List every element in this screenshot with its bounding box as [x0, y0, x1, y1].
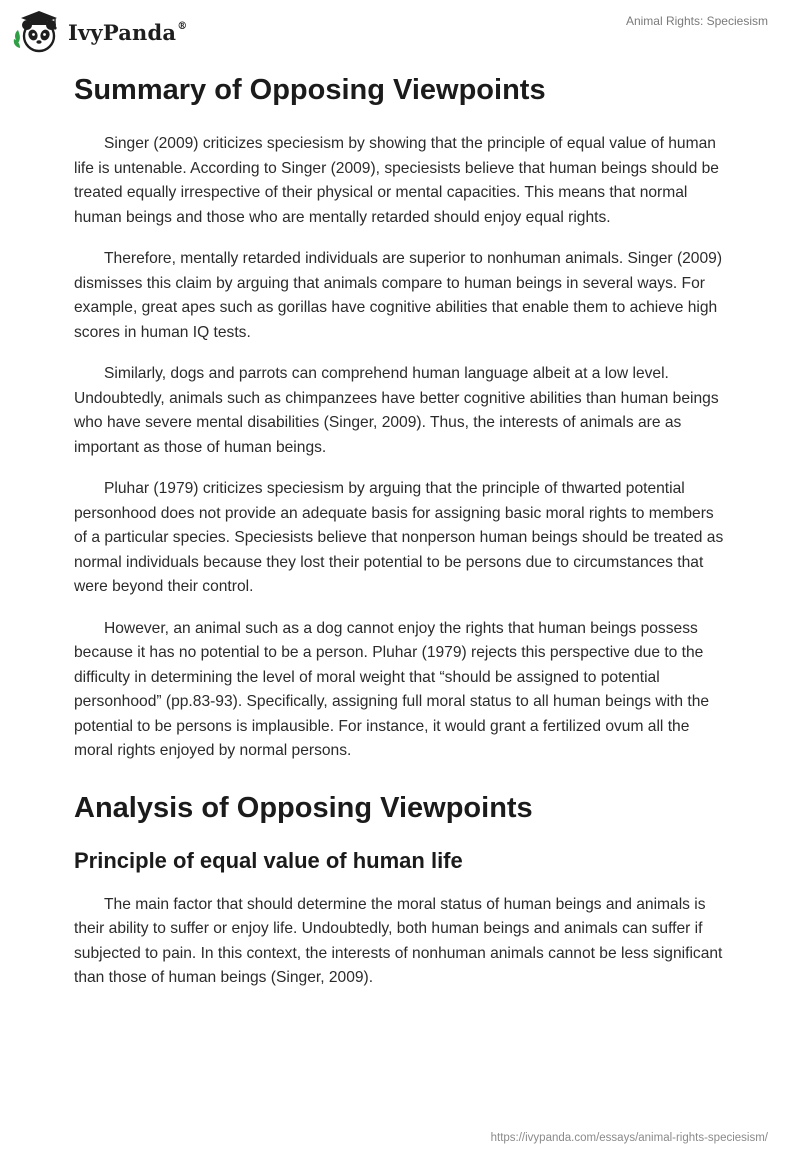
summary-paragraph: Singer (2009) criticizes speciesism by showing that the principle of equal value of human life is untenable. According to Singer (2009), speciesists believe that human beings should be treated equally irrespective of their physical or mental capacities. This means that normal human beings and those who are mentally retarded should enjoy equal rights.	[74, 135, 719, 226]
ivypanda-logo[interactable]	[12, 8, 187, 56]
page-header	[0, 0, 800, 64]
panda-graduate-icon	[12, 9, 62, 55]
essay-content	[74, 70, 726, 991]
summary-paragraph: Similarly, dogs and parrots can comprehend human language albeit at a low level. Undoubtedly, animals such as chimpanzees have better cognitive abilities than human beings who have severe mental disabilities (Singer, 2009). Thus, the interests of animals are as important as those of human beings.	[74, 365, 719, 456]
summary-heading: Summary of Opposing Viewpoints	[74, 74, 546, 106]
principle-heading: Principle of equal value of human life	[74, 847, 463, 873]
document-title: Animal Rights: Speciesism	[625, 14, 768, 28]
summary-paragraph: Therefore, mentally retarded individuals are superior to nonhuman animals. Singer (2009) dismisses this claim by arguing that animals compare to human beings in several ways. For example, great apes such as gorillas have cognitive abilities that enable them to achieve high scores in human IQ tests.	[74, 250, 723, 341]
summary-paragraph: However, an animal such as a dog cannot enjoy the rights that human beings possess because it has no potential to be a person. Pluhar (1979) rejects this perspective due to the difficulty in determining the level of moral weight that “should be assigned to potential personhood” (pp.83-93). Specifically, assigning full moral status to all human beings with the potential to be persons is implausible. For instance, it would grant a fertilized ovum all the moral rights enjoyed by normal persons.	[74, 619, 710, 759]
source-url[interactable]: https://ivypanda.com/essays/animal-rights-speciesism/	[490, 1132, 768, 1144]
brand-name: IvyPanda®	[68, 19, 188, 45]
summary-paragraph: Pluhar (1979) criticizes speciesism by arguing that the principle of thwarted potential personhood does not provide an adequate basis for assigning basic moral rights to members of a particular species. Speciesists believe that nonperson human beings should be treated as normal individuals because they lost their potential to be persons due to circumstances that were beyond their control.	[74, 480, 724, 595]
analysis-heading: Analysis of Opposing Viewpoints	[74, 791, 533, 824]
principle-paragraph: The main factor that should determine the moral status of human beings and animals is their ability to suffer or enjoy life. Undoubtedly, both human beings and animals can suffer if subjected to pain. In this context, the interests of nonhuman animals cannot be less significant than those of human beings (Singer, 2009).	[74, 895, 723, 986]
